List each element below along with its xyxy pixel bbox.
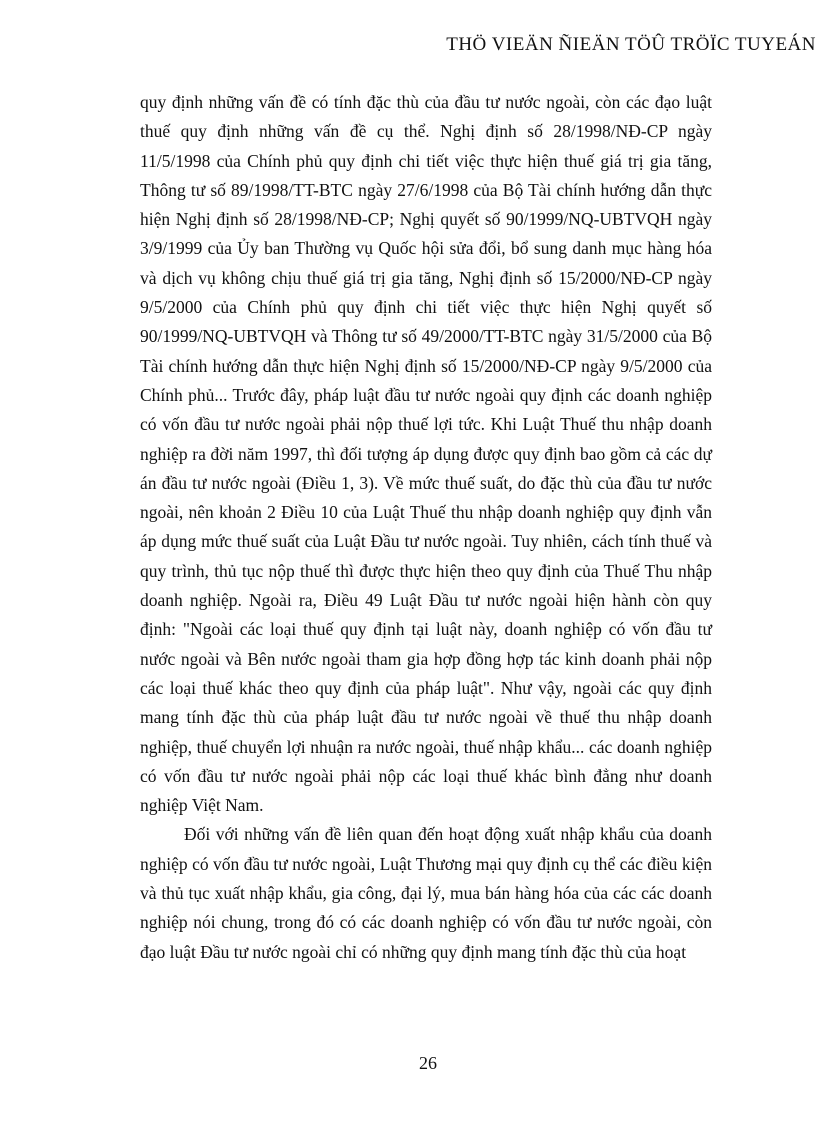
paragraph: quy định những vấn đề có tính đặc thù của đầu tư nước ngoài, còn các đạo luật thuế quy định những vấn đề cụ thể. Nghị định số 28/1998/NĐ-CP ngày 11/5/1998 của Chính phủ quy định chi tiết việc thực hiện thuế giá trị gia tăng, Thông tư số 89/1998/TT-BTC ngày 27/6/1998 của Bộ Tài chính hướng dẫn thực hiện Nghị định số 28/1998/NĐ-CP; Nghị quyết số 90/1999/NQ-UBTVQH ngày 3/9/1999 của Ủy ban Thường vụ Quốc hội sửa đổi, bổ sung danh mục hàng hóa và dịch vụ không chịu thuế giá trị gia tăng, Nghị định số 15/2000/NĐ-CP ngày 9/5/2000 của Chính phủ quy định chi tiết việc thực hiện Nghị quyết số 90/1999/NQ-UBTVQH và Thông tư số 49/2000/TT-BTC ngày 31/5/2000 của Bộ Tài chính hướng dẫn thực hiện Nghị định số 15/2000/NĐ-CP ngày 9/5/2000 của Chính phủ... Trước đây, pháp luật đầu tư nước ngoài quy định các doanh nghiệp có vốn đầu tư nước ngoài phải nộp thuế lợi tức. Khi Luật Thuế thu nhập doanh nghiệp ra đời năm 1997, thì đối tượng áp dụng được quy định bao gồm cả các dự án đầu tư nước ngoài (Điều 1, 3). Về mức thuế suất, do đặc thù của đầu tư nước ngoài, nên khoản 2 Điều 10 của Luật Thuế thu nhập doanh nghiệp quy định vẫn áp dụng mức thuế suất của Luật Đầu tư nước ngoài. Tuy nhiên, cách tính thuế và quy trình, thủ tục nộp thuế thì được thực hiện theo quy định của Thuế Thu nhập doanh nghiệp. Ngoài ra, Điều 49 Luật Đầu tư nước ngoài hiện hành còn quy định: "Ngoài các loại thuế quy định tại luật này, doanh nghiệp có vốn đầu tư nước ngoài và Bên nước ngoài tham gia hợp đồng hợp tác kinh doanh phải nộp các loại thuế khác theo quy định của pháp luật". Như vậy, ngoài các quy định mang tính đặc thù của pháp luật đầu tư nước ngoài về thuế thu nhập doanh nghiệp, thuế chuyển lợi nhuận ra nước ngoài, thuế nhập khẩu... các doanh nghiệp có vốn đầu tư nước ngoài phải nộp các loại thuế khác bình đẳng như doanh nghiệp Việt Nam. [140,92,712,816]
page-header: THÖ VIEÄN ÑIEÄN TÖÛ TRÖÏC TUYEÁN [446,34,816,55]
page-body [140,88,712,967]
page-number: 26 [419,1053,437,1073]
paragraph: Đối với những vấn đề liên quan đến hoạt động xuất nhập khẩu của doanh nghiệp có vốn đầu tư nước ngoài, Luật Thương mại quy định cụ thể các điều kiện và thủ tục xuất nhập khẩu, gia công, đại lý, mua bán hàng hóa của các các doanh nghiệp nói chung, trong đó có các doanh nghiệp có vốn đầu tư nước ngoài, còn đạo luật Đầu tư nước ngoài chỉ có những quy định mang tính đặc thù của hoạt [140,824,712,962]
